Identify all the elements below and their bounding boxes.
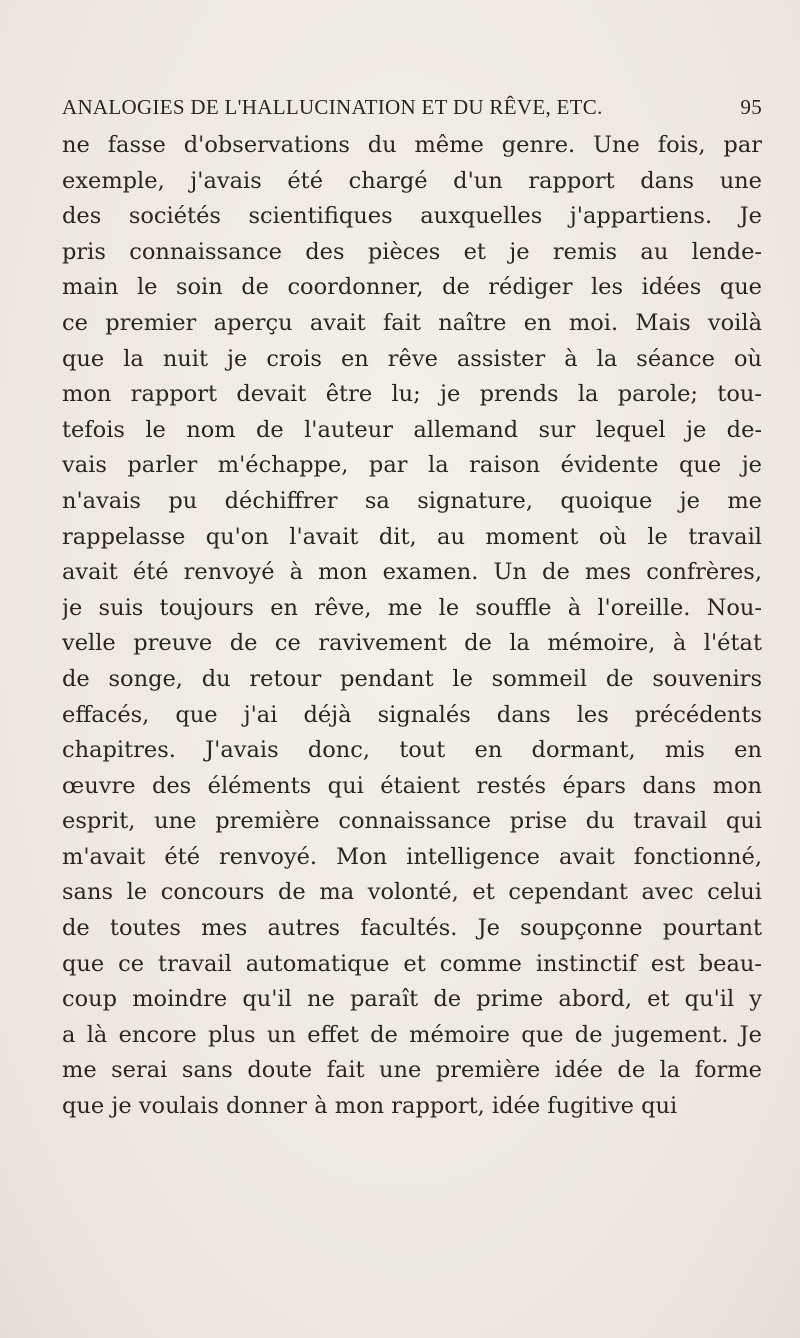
text-line: sans le concours de ma volonté, et cependant avec celui	[62, 879, 762, 906]
text-line: pris connaissance des pièces et je remis au lende-	[62, 238, 762, 265]
text-line: n'avais pu déchiffrer sa signature, quoique je me	[62, 487, 762, 514]
text-line: a là encore plus un effet de mémoire que de jugement. Je	[62, 1021, 762, 1048]
text-line: de songe, du retour pendant le sommeil de souvenirs	[62, 665, 762, 692]
running-head	[62, 95, 762, 121]
text-line: velle preuve de ce ravivement de la mémoire, à l'état	[62, 630, 762, 657]
text-line: m'avait été renvoyé. Mon intelligence avait fonctionné,	[62, 843, 762, 870]
text-line: de toutes mes autres facultés. Je soupçonne pourtant	[62, 915, 762, 942]
text-line: des sociétés scientifiques auxquelles j'appartiens. Je	[62, 203, 762, 230]
text-line: mon rapport devait être lu; je prends la parole; tou-	[62, 381, 762, 408]
text-line: me serai sans doute fait une première idée de la forme	[62, 1057, 762, 1084]
page-number: 95	[740, 95, 762, 119]
text-line: vais parler m'échappe, par la raison évidente que je	[62, 452, 762, 479]
text-line: je suis toujours en rêve, me le souffle à l'oreille. Nou-	[62, 594, 762, 621]
text-line: ne fasse d'observations du même genre. Une fois, par	[62, 132, 762, 158]
text-line: que ce travail automatique et comme instinctif est beau-	[62, 950, 762, 977]
text-line: ce premier aperçu avait fait naître en moi. Mais voilà	[62, 309, 762, 336]
text-line: tefois le nom de l'auteur allemand sur lequel je de-	[62, 416, 762, 443]
body-text	[62, 128, 762, 1125]
text-line: rappelasse qu'on l'avait dit, au moment où le travail	[62, 523, 762, 550]
text-line: coup moindre qu'il ne paraît de prime abord, et qu'il y	[62, 986, 762, 1013]
text-line: effacés, que j'ai déjà signalés dans les précédents	[62, 701, 762, 728]
text-line: que je voulais donner à mon rapport, idée fugitive qui	[62, 1093, 678, 1120]
text-line: œuvre des éléments qui étaient restés épars dans mon	[62, 772, 762, 799]
text-line: chapitres. J'avais donc, tout en dormant, mis en	[62, 737, 762, 764]
text-line: main le soin de coordonner, de rédiger les idées que	[62, 274, 762, 301]
text-line: avait été renvoyé à mon examen. Un de mes confrères,	[62, 559, 762, 586]
running-title: ANALOGIES DE L'HALLUCINATION ET DU RÊVE, ETC.	[62, 95, 603, 119]
text-line: que la nuit je crois en rêve assister à la séance où	[62, 345, 762, 372]
text-line: esprit, une première connaissance prise du travail qui	[62, 808, 762, 835]
text-line: exemple, j'avais été chargé d'un rapport dans une	[62, 167, 762, 194]
